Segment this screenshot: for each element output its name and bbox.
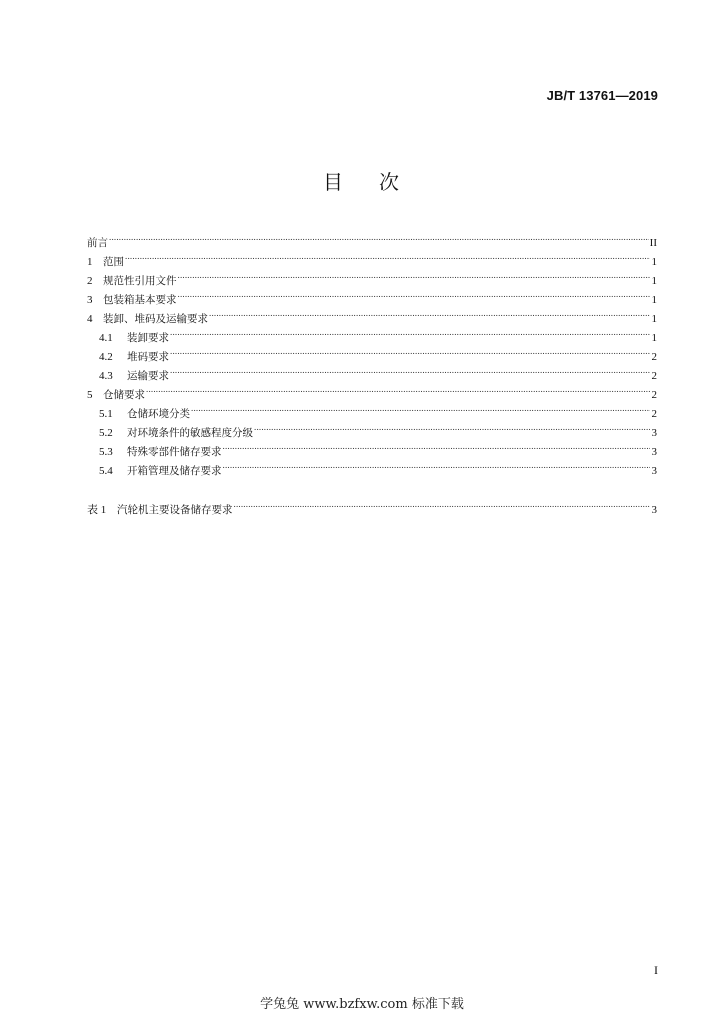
page-title-char-2: 次 xyxy=(379,170,401,194)
toc-entry-4-2[interactable] xyxy=(87,341,657,363)
toc-entry-page: 2 xyxy=(651,408,657,420)
toc-entry-page: 1 xyxy=(651,275,657,287)
watermark-text: 学兔兔 www.bzfxw.com 标准下载 xyxy=(260,997,464,1012)
toc-entry-page: 1 xyxy=(651,332,657,344)
toc-entry-page: 2 xyxy=(651,389,657,401)
toc-entry-text: 前言 xyxy=(87,237,108,249)
toc-entry-page: 2 xyxy=(651,370,657,382)
toc-entry-text: 装卸要求 xyxy=(127,332,169,344)
page-title xyxy=(0,166,724,195)
toc-entry-5-1[interactable] xyxy=(87,398,657,420)
toc-entry-page: 1 xyxy=(651,313,657,325)
page-number: I xyxy=(654,963,658,977)
toc-entry-page: 1 xyxy=(651,256,657,268)
toc-entry-5[interactable] xyxy=(87,379,657,401)
toc-entry-page: 2 xyxy=(651,351,657,363)
toc-entry-number: 4.1 xyxy=(99,332,113,344)
toc-entry-2[interactable] xyxy=(87,265,657,287)
toc-entry-page: II xyxy=(649,237,657,249)
toc-entry-page: 1 xyxy=(651,294,657,306)
toc-entry-text: 装卸、堆码及运输要求 xyxy=(103,313,208,325)
toc-leader-dots xyxy=(125,246,650,265)
toc-entry-text: 对环境条件的敏感程度分级 xyxy=(127,427,253,439)
toc-entry-text: 运输要求 xyxy=(127,370,169,382)
toc-entry-number: 5.3 xyxy=(99,446,113,458)
toc-entry-text: 开箱管理及储存要求 xyxy=(127,465,222,477)
toc-entry-text: 仓储环境分类 xyxy=(127,408,190,420)
toc-leader-dots xyxy=(146,379,650,398)
toc-entry-text: 范围 xyxy=(103,256,124,268)
toc-entry-text: 堆码要求 xyxy=(127,351,169,363)
toc-entry-number: 3 xyxy=(87,294,93,306)
toc-entry-number: 4.2 xyxy=(99,351,113,363)
toc-entry-4-3[interactable] xyxy=(87,360,657,382)
toc-entry-number: 4 xyxy=(87,313,93,325)
toc-leader-dots xyxy=(170,341,650,360)
toc-leader-dots xyxy=(209,303,650,322)
toc-entry-number: 4.3 xyxy=(99,370,113,382)
toc-entry-text: 包装箱基本要求 xyxy=(103,294,177,306)
toc-leader-dots xyxy=(178,284,651,303)
toc-entry-4-1[interactable] xyxy=(87,322,657,344)
toc-entry-number: 5.2 xyxy=(99,427,113,439)
toc-entry-number: 2 xyxy=(87,275,93,287)
toc-leader-dots xyxy=(223,455,651,474)
toc-leader-dots xyxy=(170,322,650,341)
toc-entry-text: 特殊零部件储存要求 xyxy=(127,446,222,458)
toc-entry-page: 3 xyxy=(651,465,657,477)
toc-entry-text: 规范性引用文件 xyxy=(103,275,177,287)
toc-entry-foreword[interactable] xyxy=(87,227,657,249)
toc-leader-dots xyxy=(254,417,650,436)
page-title-char-1: 目 xyxy=(323,170,345,194)
toc-entry-page: 3 xyxy=(651,427,657,439)
toc-entry-number: 1 xyxy=(87,256,93,268)
toc-entry-number: 5 xyxy=(87,389,93,401)
toc-leader-dots xyxy=(170,360,650,379)
toc-entry-text: 汽轮机主要设备储存要求 xyxy=(117,504,233,516)
toc-leader-dots xyxy=(191,398,650,417)
toc-entry-number: 表 1 xyxy=(87,504,107,516)
toc-entry-text: 仓储要求 xyxy=(103,389,145,401)
toc-entry-number: 5.1 xyxy=(99,408,113,420)
table-of-contents xyxy=(87,227,657,516)
toc-leader-dots xyxy=(234,494,651,513)
toc-entry-1[interactable] xyxy=(87,246,657,268)
toc-entry-page: 3 xyxy=(651,446,657,458)
toc-entry-page: 3 xyxy=(651,504,657,516)
toc-table-entry-1[interactable] xyxy=(87,494,657,516)
toc-entry-number: 5.4 xyxy=(99,465,113,477)
standard-code: JB/T 13761—2019 xyxy=(546,88,658,103)
toc-leader-dots xyxy=(223,436,651,455)
toc-leader-dots xyxy=(178,265,651,284)
toc-leader-dots xyxy=(109,227,649,246)
